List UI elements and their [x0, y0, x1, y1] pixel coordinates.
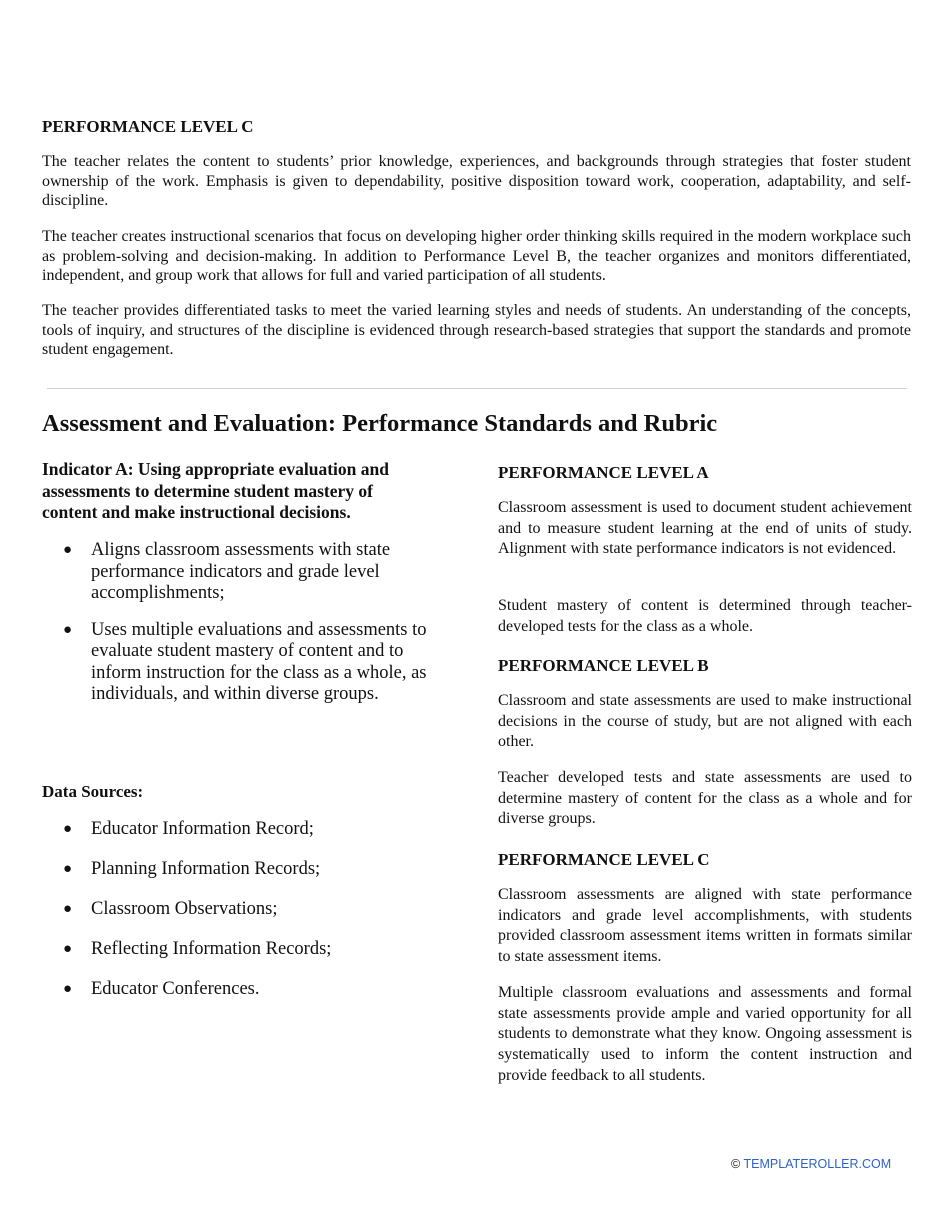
- indicator-bullet-list: [42, 540, 442, 706]
- data-sources-heading: Data Sources:: [42, 782, 144, 801]
- indicator-bullet: ● Uses multiple evaluations and assessments to evaluate student mastery of content and to inform instruction for the class as a whole, as individuals, and within diverse groups.: [42, 620, 442, 706]
- top-paragraph-1: The teacher relates the content to students’ prior knowledge, experiences, and backgrounds through strategies that foster student ownership of the work. Emphasis is given to dependability, positive disposition toward work, cooperation, adaptability, and self-discipline.: [42, 153, 911, 209]
- data-sources-list: [42, 819, 442, 1001]
- section-divider: [47, 388, 907, 389]
- footer-site-link[interactable]: TEMPLATEROLLER.COM: [743, 1157, 892, 1171]
- data-source-item: ● Educator Information Record;: [42, 819, 442, 841]
- indicator-title: Indicator A: Using appropriate evaluation and assessments to determine student mastery of content and make instructional decisions.: [42, 459, 389, 523]
- level-c-paragraph-1: Classroom assessments are aligned with state performance indicators and grade level accomplishments, with students provided classroom assessment items written in formats similar to state assessment items.: [498, 886, 912, 966]
- level-a-paragraph-1: Classroom assessment is used to document student achievement and to measure student learning at the end of units of study. Alignment with state performance indicators is not evidenced.: [498, 499, 912, 558]
- level-b-heading: PERFORMANCE LEVEL B: [498, 656, 709, 675]
- level-b-paragraph-1: Classroom and state assessments are used to make instructional decisions in the course of study, but are not aligned with each other.: [498, 692, 912, 751]
- data-source-item: ● Educator Conferences.: [42, 979, 442, 1001]
- level-c-heading: PERFORMANCE LEVEL C: [498, 850, 710, 869]
- top-paragraph-3: The teacher provides differentiated tasks to meet the varied learning styles and needs of students. An understanding of the concepts, tools of inquiry, and structures of the discipline is evidenced through research-based strategies that support the standards and promote student engagement.: [42, 302, 911, 358]
- copyright-icon: ©: [731, 1157, 741, 1171]
- level-c-paragraph-2: Multiple classroom evaluations and assessments and formal state assessments provide ample and varied opportunity for all students to demonstrate what they know. Ongoing assessment is systematically used to inform the content instruction and provide feedback to all students.: [498, 984, 912, 1084]
- top-paragraph-2: The teacher creates instructional scenarios that focus on developing higher order thinking skills required in the modern workplace such as problem-solving and decision-making. In addition to Performance Level B, the teacher organizes and monitors differentiated, independent, and group work that allows for full and varied participation of all students.: [42, 228, 911, 284]
- data-source-item: ● Classroom Observations;: [42, 899, 442, 921]
- data-source-item: ● Planning Information Records;: [42, 859, 442, 881]
- level-b-paragraph-2: Teacher developed tests and state assessments are used to determine mastery of content for the class as a whole and for diverse groups.: [498, 769, 912, 828]
- data-source-item: ● Reflecting Information Records;: [42, 939, 442, 961]
- level-a-paragraph-2: Student mastery of content is determined through teacher-developed tests for the class as a whole.: [498, 597, 912, 635]
- section-title: Assessment and Evaluation: Performance Standards and Rubric: [42, 410, 718, 437]
- indicator-bullet: ● Aligns classroom assessments with state performance indicators and grade level accomplishments;: [42, 540, 442, 605]
- level-a-heading: PERFORMANCE LEVEL A: [498, 463, 709, 482]
- top-level-c-heading: PERFORMANCE LEVEL C: [42, 117, 254, 136]
- footer-credit[interactable]: [731, 1157, 891, 1171]
